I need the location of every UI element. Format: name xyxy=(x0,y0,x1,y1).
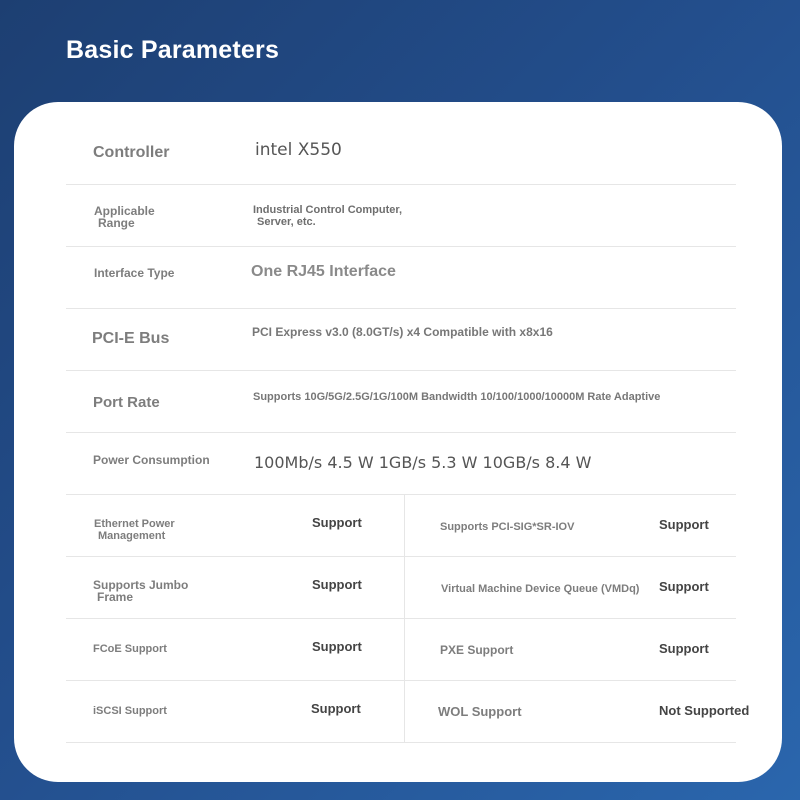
applicable-range-label xyxy=(94,205,155,229)
ethernet-power-management-status: Support xyxy=(312,515,362,530)
applicable-range-label-line1: Applicable xyxy=(94,204,155,218)
controller-label: Controller xyxy=(93,144,170,161)
pcie-bus-value: PCI Express v3.0 (8.0GT/s) x4 Compatible with x8x16 xyxy=(252,325,553,339)
row-divider xyxy=(66,370,736,371)
applicable-range-value-line1: Industrial Control Computer, xyxy=(253,204,403,216)
applicable-range-value-line2: Server, etc. xyxy=(257,216,316,228)
ethernet-power-management-label-line2: Management xyxy=(98,530,166,542)
row-divider xyxy=(66,246,736,247)
row-divider xyxy=(66,308,736,309)
jumbo-frame-status: Support xyxy=(312,577,362,592)
pxe-status: Support xyxy=(659,641,709,656)
applicable-range-value xyxy=(253,204,402,228)
jumbo-frame-label xyxy=(93,579,188,603)
applicable-range-label-line2: Range xyxy=(98,216,135,230)
power-consumption-label: Power Consumption xyxy=(93,453,210,467)
row-divider xyxy=(66,494,736,495)
interface-type-label: Interface Type xyxy=(94,266,175,280)
wol-status: Not Supported xyxy=(659,703,750,718)
sriov-label: Supports PCI-SIG*SR-IOV xyxy=(440,521,575,533)
ethernet-power-management-label-line1: Ethernet Power xyxy=(94,518,175,530)
iscsi-status: Support xyxy=(311,701,361,716)
row-divider xyxy=(66,432,736,433)
row-divider xyxy=(66,556,736,557)
port-rate-value: Supports 10G/5G/2.5G/1G/100M Bandwidth 10/100/1000/10000M Rate Adaptive xyxy=(253,391,661,403)
vmdq-status: Support xyxy=(659,579,709,594)
controller-value: intel X550 xyxy=(255,140,342,160)
sriov-status: Support xyxy=(659,517,709,532)
pxe-label: PXE Support xyxy=(440,643,514,657)
wol-label: WOL Support xyxy=(438,704,522,719)
ethernet-power-management-label xyxy=(94,518,175,542)
pcie-bus-label: PCI-E Bus xyxy=(92,330,170,347)
row-divider xyxy=(66,618,736,619)
interface-type-value: One RJ45 Interface xyxy=(251,263,396,280)
port-rate-label: Port Rate xyxy=(93,394,160,411)
parameters-card xyxy=(14,102,782,782)
fcoe-status: Support xyxy=(312,639,362,654)
row-divider xyxy=(66,184,736,185)
iscsi-label: iSCSI Support xyxy=(93,705,167,717)
jumbo-frame-label-line1: Supports Jumbo xyxy=(93,578,189,592)
jumbo-frame-label-line2: Frame xyxy=(97,590,134,604)
vmdq-label: Virtual Machine Device Queue (VMDq) xyxy=(441,583,640,595)
power-consumption-value: 100Mb/s 4.5 W 1GB/s 5.3 W 10GB/s 8.4 W xyxy=(254,453,592,472)
row-divider xyxy=(66,742,736,743)
page-title: Basic Parameters xyxy=(66,36,280,64)
fcoe-label: FCoE Support xyxy=(93,643,167,655)
row-divider xyxy=(66,680,736,681)
